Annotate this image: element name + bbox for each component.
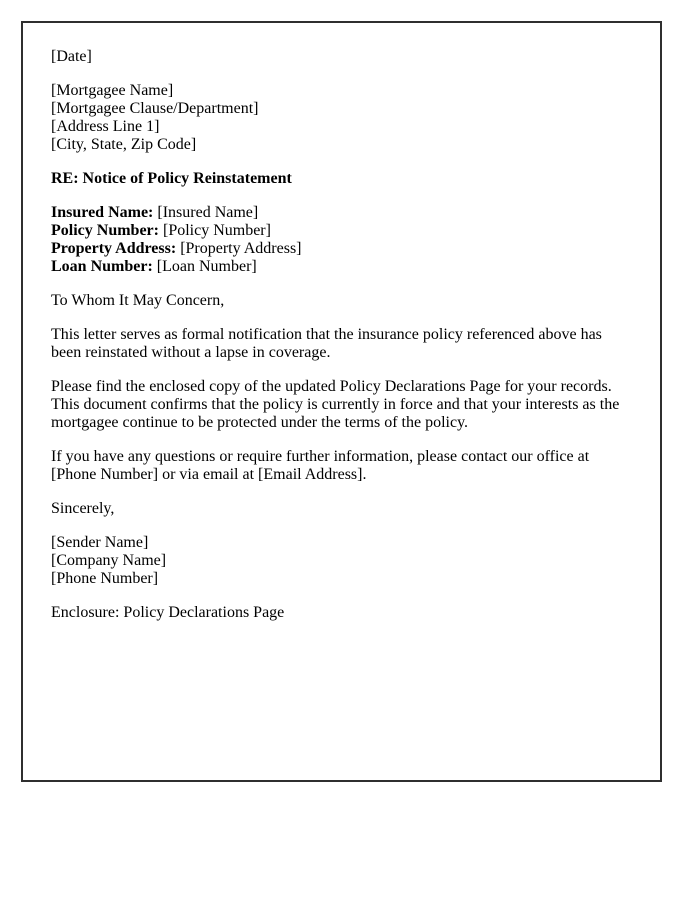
field-value: [Property Address]: [180, 240, 302, 257]
body-paragraph: This letter serves as formal notification that the insurance policy referenced above has been reinstated without a lapse in coverage.: [51, 326, 602, 361]
field-value: [Loan Number]: [156, 258, 257, 275]
signature-line: [Sender Name]: [51, 534, 149, 551]
signature-line: [Company Name]: [51, 552, 167, 569]
letter-page: [21, 21, 662, 782]
subject-line: RE: Notice of Policy Reinstatement: [51, 170, 292, 187]
field-label: Property Address:: [51, 240, 177, 257]
closing: Sincerely,: [51, 500, 115, 517]
enclosure-note: Enclosure: Policy Declarations Page: [51, 604, 285, 621]
field-value: [Insured Name]: [157, 204, 259, 221]
field-row: [51, 240, 302, 257]
recipient-line: [City, State, Zip Code]: [51, 136, 197, 153]
field-label: Insured Name:: [51, 204, 154, 221]
reference-fields-block: [51, 204, 632, 276]
field-row: [51, 258, 257, 275]
field-label: Loan Number:: [51, 258, 153, 275]
recipient-line: [Mortgagee Name]: [51, 82, 174, 99]
body-paragraph: If you have any questions or require further information, please contact our office at [Phone Number] or via email at [Email Address].: [51, 448, 590, 483]
signature-block: [51, 534, 632, 588]
signature-line: [Phone Number]: [51, 570, 159, 587]
field-label: Policy Number:: [51, 222, 159, 239]
recipient-line: [Address Line 1]: [51, 118, 160, 135]
letter-date: [Date]: [51, 48, 92, 65]
salutation: To Whom It May Concern,: [51, 292, 225, 309]
field-value: [Policy Number]: [162, 222, 271, 239]
recipient-address-block: [51, 82, 632, 154]
recipient-line: [Mortgagee Clause/Department]: [51, 100, 259, 117]
body-paragraph: Please find the enclosed copy of the updated Policy Declarations Page for your records. This document confirms that the policy is currently in force and that your interests as the mortgagee continue to be protected under the terms of the policy.: [51, 378, 620, 431]
field-row: [51, 222, 271, 239]
field-row: [51, 204, 258, 221]
